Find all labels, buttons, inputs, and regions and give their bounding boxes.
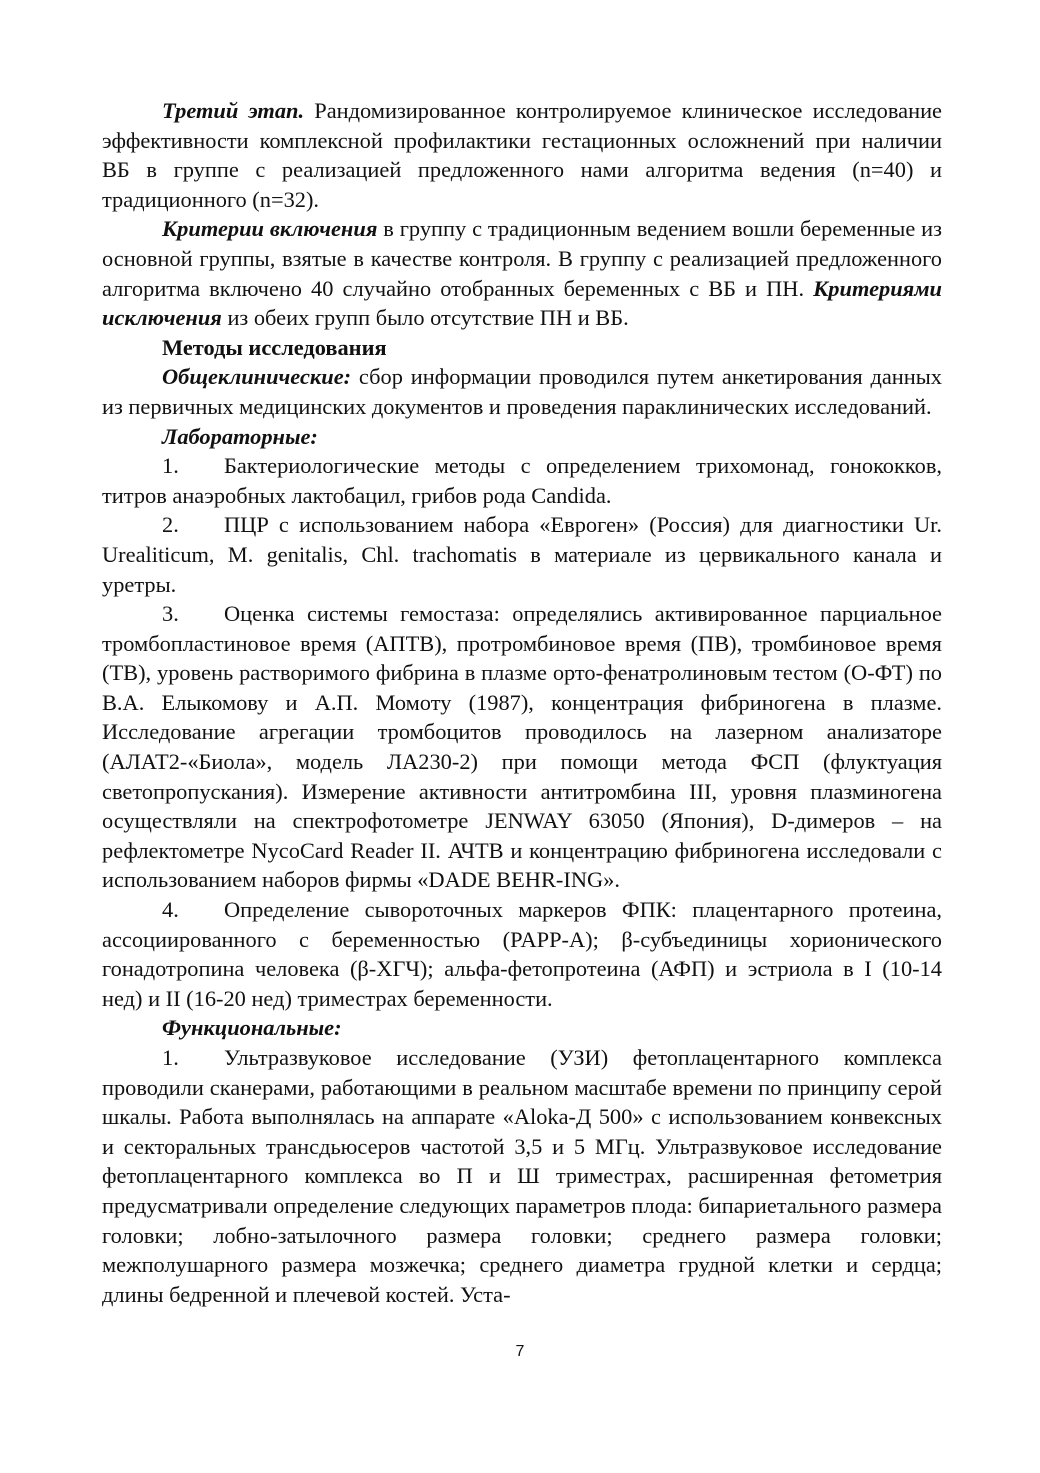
lab-item-number: 3. [162, 601, 179, 627]
paragraph-general-clinical [102, 362, 942, 421]
lab-item-4 [102, 895, 942, 1013]
lab-item-number: 1. [162, 453, 179, 479]
lab-item-number: 4. [162, 897, 179, 923]
functional-item-text: Ультразвуковое исследование (УЗИ) фетоплацентарного комплекса проводили сканерами, работающими в реальном масштабе времени по принципу серой шкалы. Работа выполнялась на аппарате «Aloka-Д 500» с использованием конвексных и секторальных трансдьюсеров частотой 3,5 и 5 МГц. Ультразвуковое исследование фетоплацентарного комплекса во П и Ш триместрах, расширенная фетометрия предусматривали определение следующих параметров плода: бипариетального размера головки; лобно-затылочного размера головки; среднего размера головки; межполушарного размера мозжечка; среднего диаметра грудной клетки и сердца; длины бедренной и плечевой костей. Уста- [102, 1045, 942, 1307]
page-body [102, 96, 942, 1309]
lab-item-text: Определение сывороточных маркеров ФПК: плацентарного протеина, ассоциированного с беременностью (PAPP-A); β-субъединицы хорионического гонадотропина человека (β-ХГЧ); альфа-фетопротеина (АФП) и эстриола в I (10-14 нед) и II (16-20 нед) триместрах беременности. [102, 897, 942, 1011]
lab-item-text: ПЦР с использованием набора «Евроген» (Россия) для диагностики Ur. Urealiticum, M. genitalis, Chl. trachomatis в материале из цервикального канала и уретры. [102, 512, 942, 597]
inclusion-criteria-lead: Критерии включения [162, 216, 378, 242]
lab-item-2 [102, 510, 942, 599]
paragraph-stage-three [102, 96, 942, 214]
lab-item-text: Бактериологические методы с определением трихомонад, гонококков, титров анаэробных лактобацил, грибов рода Candida. [102, 453, 942, 508]
lab-heading: Лабораторные: [162, 423, 318, 449]
exclusion-criteria-lead: Критериями исключения [102, 275, 942, 331]
page-number: 7 [515, 1343, 525, 1360]
stage-three-lead: Третий этап. [162, 98, 305, 123]
lab-item-number: 2. [162, 512, 179, 538]
functional-item-1 [102, 1043, 942, 1309]
inclusion-criteria-text: в группу с традиционным ведением вошли беременные из основной группы, взятые в качестве контроля. В группу с реализацией предложенного алгоритма включено 40 случайно отобранных беременных с ВБ и ПН. [102, 216, 942, 301]
lab-item-3 [102, 599, 942, 895]
functional-heading: Функциональные: [162, 1015, 342, 1041]
paragraph-criteria [102, 214, 942, 332]
lab-item-text: Оценка системы гемостаза: определялись активированное парциальное тромбопластиновое время (АПТВ), протромбиновое время (ПВ), тромбиновое время (ТВ), уровень растворимого фибрина в плазме орто-фенатролиновым тестом (О-ФТ) по В.А. Елыкомову и А.П. Момоту (1987), концентрация фибриногена в плазме. Исследование агрегации тромбоцитов проводилось на лазерном анализаторе (АЛАТ2-«Биола», модель ЛА230-2) при помощи метода ФСП (флуктуация светопропускания). Измерение активности антитромбина III, уровня плазминогена осуществляли на спектрофотометре JENWAY 63050 (Япония), D-димеров – на рефлектометре NycoCard Reader II. АЧТВ и концентрацию фибриногена исследовали с использованием наборов фирмы «DADE BEHR-ING». [102, 601, 942, 893]
general-clinical-text: сбор информации проводился путем анкетирования данных из первичных медицинских документов и проведения параклинических исследований. [102, 364, 942, 419]
lab-item-1 [102, 451, 942, 510]
functional-item-number: 1. [162, 1045, 179, 1070]
methods-heading: Методы исследования [162, 334, 387, 360]
exclusion-criteria-text: из обеих групп было отсутствие ПН и ВБ. [221, 305, 629, 331]
general-clinical-lead: Общеклинические: [162, 364, 352, 390]
stage-three-text: Рандомизированное контролируемое клиническое исследование эффективности комплексной профилактики гестационных осложнений при наличии ВБ в группе с реализацией предложенного нами алгоритма ведения (n=40) и традиционного (n=32). [102, 98, 942, 212]
